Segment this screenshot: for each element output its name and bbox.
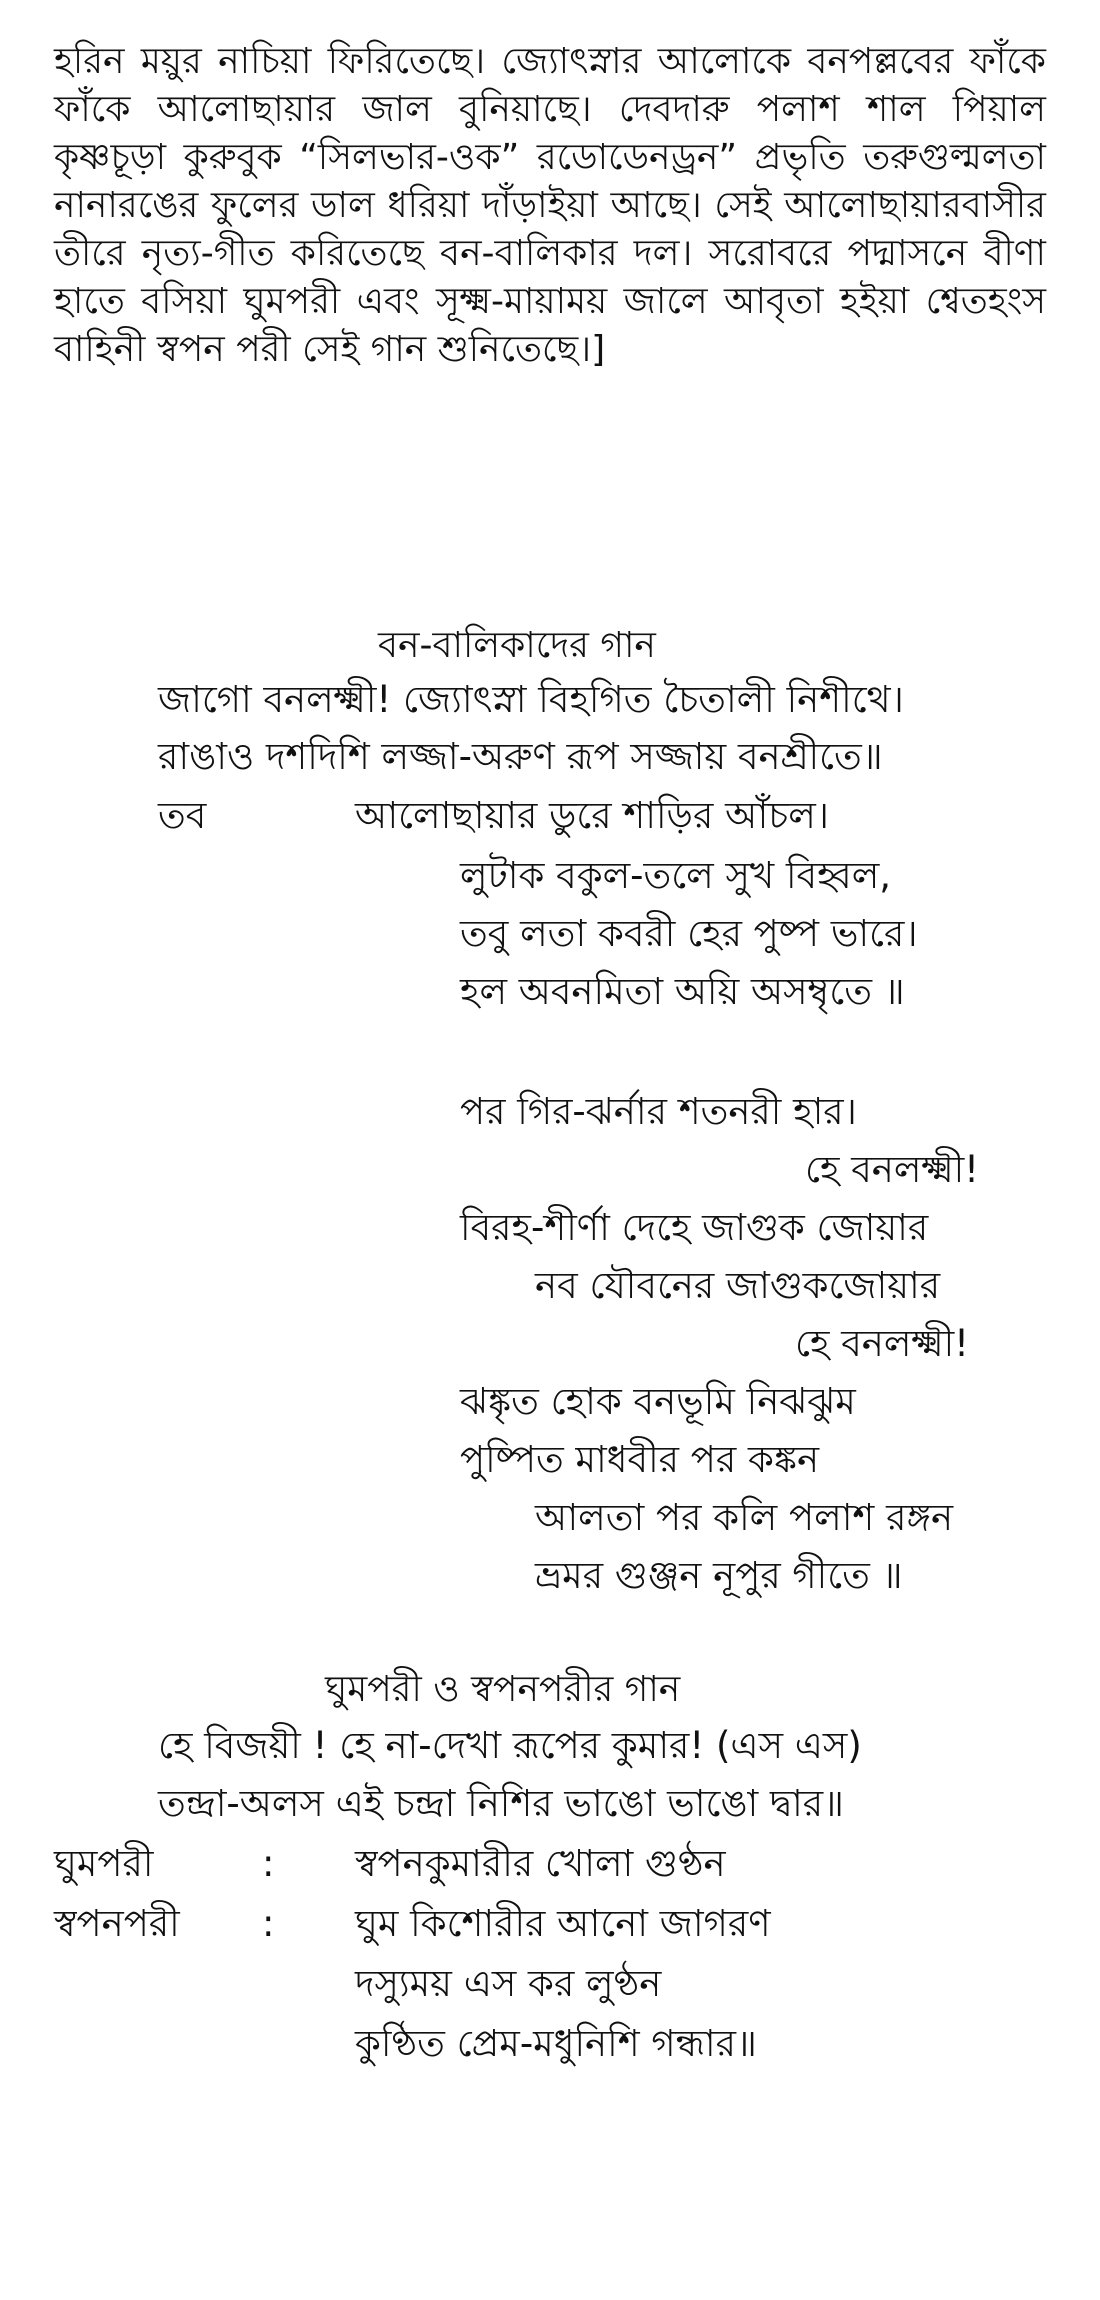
song-line: ভ্রমর গুঞ্জন নূপুর গীতে ॥ — [535, 1554, 903, 1597]
song-line: দস্যুময় এস কর লুণ্ঠন — [355, 1962, 662, 2005]
speaker-colon: : — [262, 1902, 275, 1945]
song-refrain: হে বনলক্ষ্মী! — [795, 1322, 970, 1365]
speaker-name: ঘুমপরী — [54, 1842, 154, 1885]
song-line: তন্দ্রা-অলস এই চন্দ্রা নিশির ভাঙো ভাঙো দ্বার॥ — [158, 1782, 844, 1825]
speaker-colon: : — [262, 1842, 275, 1885]
song-line: তবু লতা কবরী হের পুষ্প ভারে। — [460, 912, 918, 955]
song-line: পুষ্পিত মাধবীর পর কঙ্কন — [460, 1438, 820, 1481]
song-line: আলতা পর কলি পলাশ রঙ্গন — [535, 1496, 954, 1539]
song-line: জাগো বনলক্ষ্মী! জ্যোৎস্না বিহগিত চৈতালী নিশীথে। — [158, 678, 904, 721]
song-line: ঝঙ্কৃত হোক বনভূমি নিঝঝুম — [460, 1380, 856, 1423]
speaker-name: স্বপনপরী — [54, 1902, 180, 1945]
song-refrain: হে বনলক্ষ্মী! — [805, 1148, 980, 1191]
song-title-ghumpori-swapanpori: ঘুমপরী ও স্বপনপরীর গান — [325, 1669, 681, 1710]
intro-paragraph: হরিন ময়ুর নাচিয়া ফিরিতেছে। জ্যোৎস্নার আলোকে বনপল্লবের ফাঁকে ফাঁকে আলোছায়ার জাল বুনিয়াছে। দেবদারু পলাশ শাল পিয়াল কৃষ্ণচূড়া কুরুবুক “সিলভার-ওক” রডোডেনড্রন” প্রভৃতি তরুগুল্মলতা নানারঙের ফুলের ডাল ধরিয়া দাঁড়াইয়া আছে। সেই আলোছায়ারবাসীর তীরে নৃত্য-গীত করিতেছে বন-বালিকার দল। সরোবরে পদ্মাসনে বীণা হাতে বসিয়া ঘুমপরী এবং সূক্ষ্ম-মায়াময় জালে আবৃতা হইয়া শ্বেতহংস বাহিনী স্বপন পরী সেই গান শুনিতেছে।] — [54, 41, 1046, 370]
song-line: আলোছায়ার ডুরে শাড়ির আঁচল। — [355, 794, 829, 837]
song-line: স্বপনকুমারীর খোলা গুণ্ঠন — [355, 1842, 726, 1885]
song-line: কুণ্ঠিত প্রেম-মধুনিশি গন্ধার॥ — [355, 2022, 757, 2065]
song-line-prefix: তব — [158, 794, 207, 837]
song-line: ঘুম কিশোরীর আনো জাগরণ — [355, 1902, 771, 1945]
song-line: রাঙাও দশদিশি লজ্জা-অরুণ রূপ সজ্জায় বনশ্রীতে॥ — [158, 735, 883, 778]
song-title-bon-balika: বন-বালিকাদের গান — [378, 625, 656, 666]
song-line: বিরহ-শীর্ণা দেহে জাগুক জোয়ার — [460, 1206, 929, 1249]
song-line: পর গির-ঝর্নার শতনরী হার। — [460, 1090, 857, 1133]
song-line: নব যৌবনের জাগুকজোয়ার — [535, 1264, 941, 1307]
song-line: লুটাক বকুল-তলে সুখ বিহ্বল, — [460, 854, 892, 897]
song-line: হে বিজয়ী ! হে না-দেখা রূপের কুমার! (এস এস) — [158, 1724, 862, 1767]
song-line: হল অবনমিতা অয়ি অসম্বৃতে ॥ — [460, 970, 905, 1013]
